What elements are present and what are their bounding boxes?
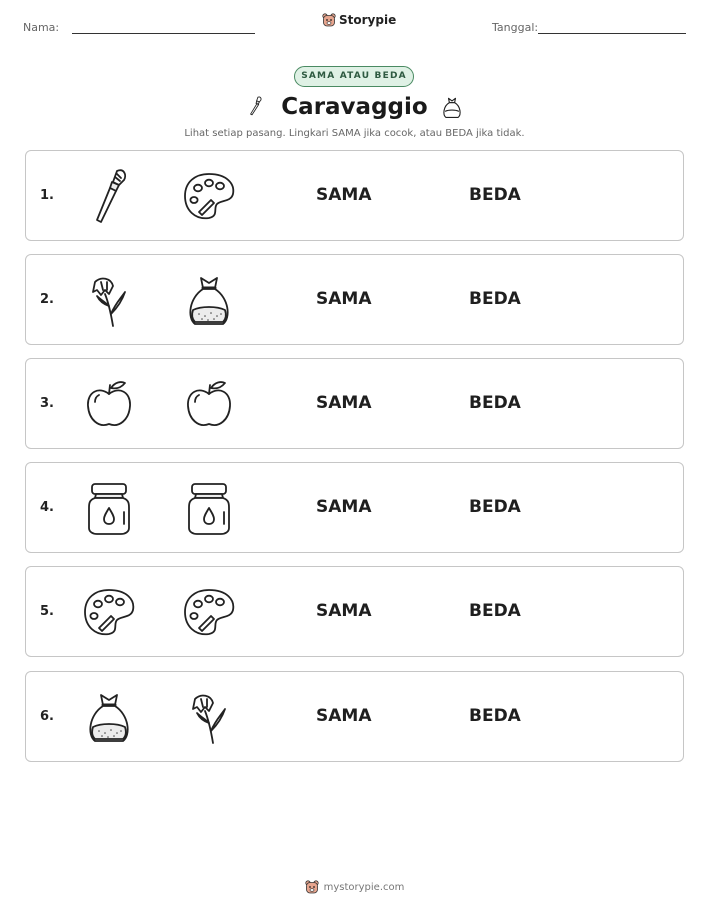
name-line[interactable] (72, 33, 255, 34)
paintbrush-icon (79, 166, 139, 226)
option-same[interactable]: SAMA (316, 393, 372, 413)
option-different[interactable]: BEDA (469, 601, 521, 621)
option-same[interactable]: SAMA (316, 185, 372, 205)
instruction-text: Lihat setiap pasang. Lingkari SAMA jika cocok, atau BEDA jika tidak. (184, 128, 525, 139)
bear-icon (305, 880, 319, 894)
option-different[interactable]: BEDA (469, 706, 521, 726)
option-same[interactable]: SAMA (316, 289, 372, 309)
pouch-icon (179, 270, 239, 330)
pouch-icon (79, 687, 139, 747)
jar-icon (179, 478, 239, 538)
row-number: 3. (40, 396, 54, 411)
row-number: 5. (40, 604, 54, 619)
option-different[interactable]: BEDA (469, 289, 521, 309)
worksheet-title: Caravaggio (281, 94, 428, 120)
flower-icon (79, 270, 139, 330)
palette-icon (179, 166, 239, 226)
footer-url[interactable]: mystorypie.com (323, 881, 405, 893)
option-same[interactable]: SAMA (316, 497, 372, 517)
brand-logo (322, 13, 396, 27)
option-different[interactable]: BEDA (469, 497, 521, 517)
brand-name: Storypie (339, 13, 397, 27)
palette-icon (179, 582, 239, 642)
worksheet-header (0, 0, 709, 48)
question-row-2 (25, 254, 684, 345)
question-row-6 (25, 671, 684, 762)
bear-icon (322, 13, 336, 27)
name-label: Nama: (23, 21, 60, 34)
option-different[interactable]: BEDA (469, 185, 521, 205)
row-number: 2. (40, 292, 54, 307)
palette-icon (79, 582, 139, 642)
date-label: Tanggal: (492, 21, 539, 34)
flower-icon (179, 687, 239, 747)
row-number: 6. (40, 709, 54, 724)
worksheet-tag: SAMA ATAU BEDA (294, 66, 414, 87)
row-number: 4. (40, 500, 54, 515)
question-row-3 (25, 358, 684, 449)
row-number: 1. (40, 188, 54, 203)
jar-icon (79, 478, 139, 538)
option-same[interactable]: SAMA (316, 706, 372, 726)
apple-icon (179, 374, 239, 434)
pouch-icon (439, 93, 465, 121)
question-row-4 (25, 462, 684, 553)
page-footer (0, 880, 709, 894)
date-line[interactable] (538, 33, 686, 34)
question-row-1 (25, 150, 684, 241)
option-different[interactable]: BEDA (469, 393, 521, 413)
option-same[interactable]: SAMA (316, 601, 372, 621)
apple-icon (79, 374, 139, 434)
question-row-5 (25, 566, 684, 657)
